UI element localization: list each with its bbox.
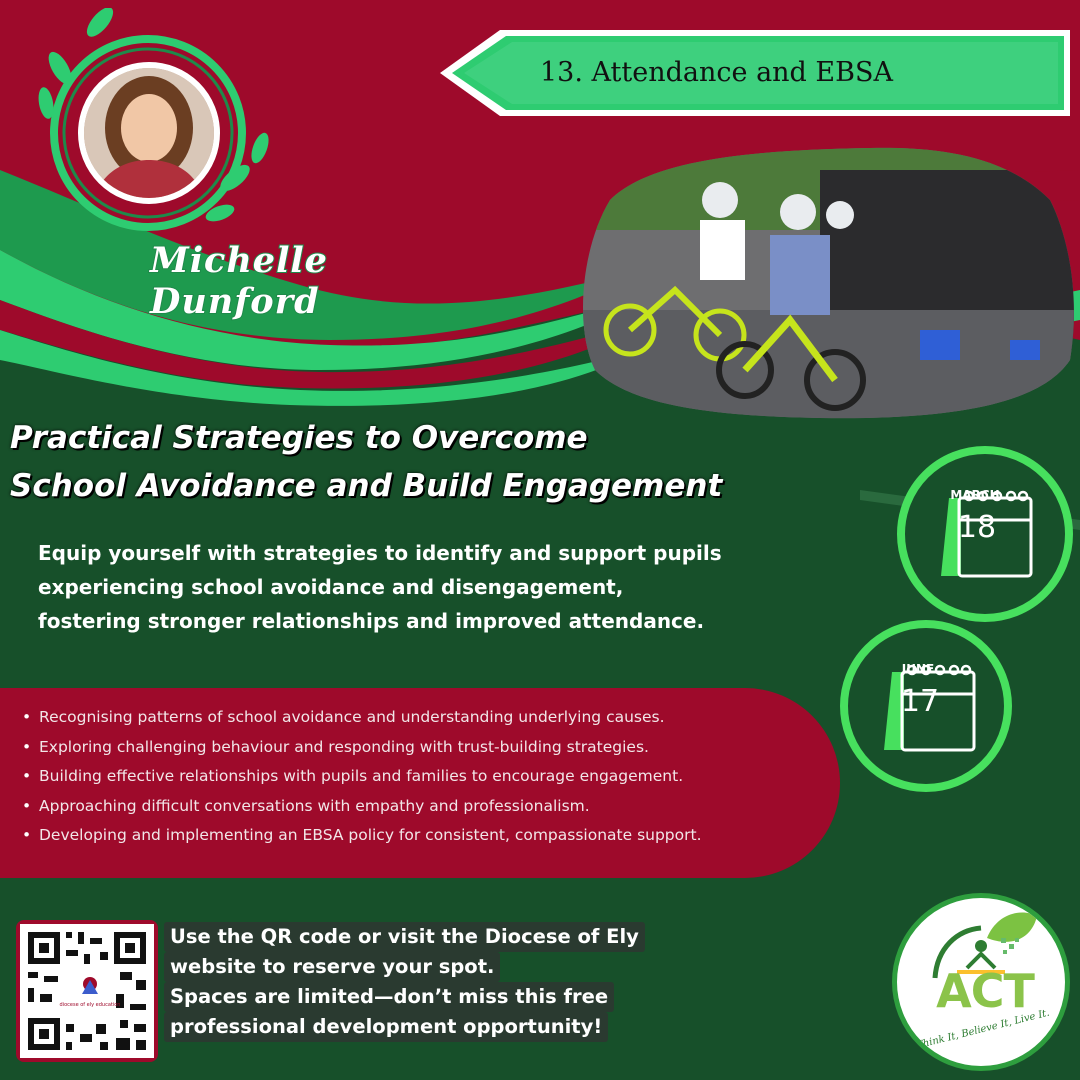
headline-line-2: School Avoidance and Build Engagement: [10, 468, 723, 504]
date-day: 17: [900, 684, 940, 719]
intro-line-2: experiencing school avoidance and disengagement,: [38, 575, 624, 599]
qr-code[interactable]: [16, 920, 158, 1062]
children-bikes-photo: [570, 140, 1080, 420]
cta-line-4: professional development opportunity!: [164, 1012, 608, 1042]
date-badge-june: [840, 620, 1012, 792]
headline-line-1: Practical Strategies to Overcome: [10, 420, 588, 456]
title-banner-text-wrap: [440, 30, 1070, 116]
speaker-name: Michelle Dunford: [150, 240, 328, 322]
list-item: • Exploring challenging behaviour and responding with trust-building strategies.: [22, 733, 822, 763]
call-to-action: [164, 922, 724, 1042]
list-item: • Developing and implementing an EBSA policy for consistent, compassionate support.: [22, 821, 822, 851]
headline: [10, 414, 890, 510]
intro-text: [38, 536, 818, 638]
date-badge-march: [897, 446, 1073, 622]
act-tagline: Think It, Believe It, Live It.: [915, 1007, 1051, 1052]
cta-line-3: Spaces are limited—don’t miss this free: [164, 982, 614, 1012]
qr-code-icon: [20, 924, 154, 1058]
date-month: MARCH: [950, 488, 1000, 502]
speaker-portrait: [78, 62, 220, 204]
list-item: • Recognising patterns of school avoidance and understanding underlying causes.: [22, 703, 822, 733]
act-name: ACT: [936, 964, 1034, 1018]
cta-line-1: Use the QR code or visit the Diocese of Ely: [164, 922, 645, 952]
date-day: 18: [957, 510, 997, 545]
session-title: 13. Attendance and EBSA: [540, 57, 893, 88]
cta-line-2: website to reserve your spot.: [164, 952, 500, 982]
date-month: JUNE: [901, 662, 935, 676]
learning-outcomes-list: [22, 703, 822, 851]
qr-caption: diocese of ely education: [59, 1002, 121, 1008]
intro-line-1: Equip yourself with strategies to identify and support pupils: [38, 541, 722, 565]
act-logo: [892, 893, 1070, 1071]
list-item: • Building effective relationships with pupils and families to encourage engagement.: [22, 762, 822, 792]
list-item: • Approaching difficult conversations with empathy and professionalism.: [22, 792, 822, 822]
intro-line-3: fostering stronger relationships and improved attendance.: [38, 609, 705, 633]
